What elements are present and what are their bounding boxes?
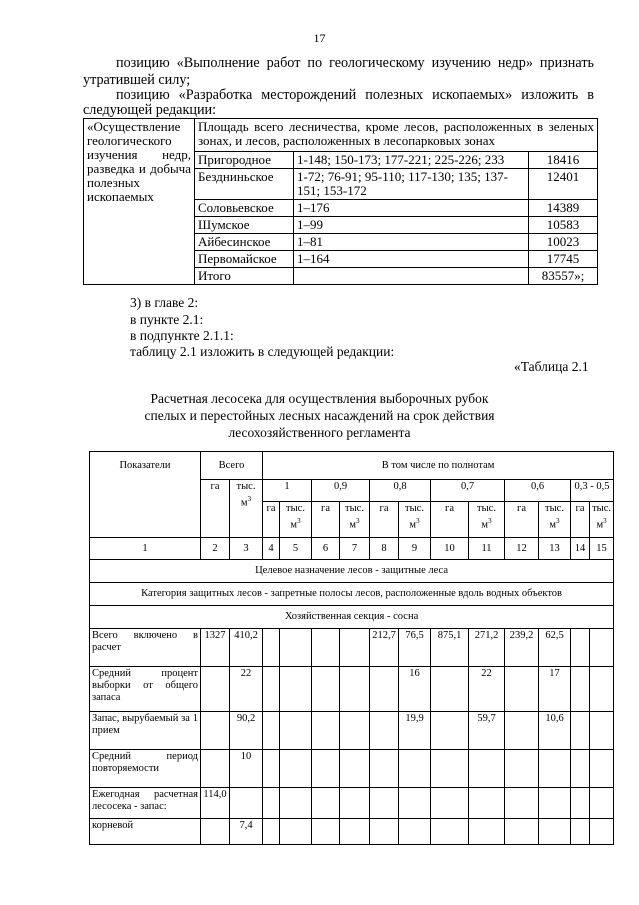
table-row: Айбесинское 1–81 10023 <box>84 234 598 251</box>
header-total: Всего <box>201 452 263 480</box>
table-caption: лесохозяйственного регламента <box>228 425 411 440</box>
table-row: Средний период повторяемости 10 <box>90 750 614 788</box>
table-row: Всего включено в расчет 1327 410,2 212,7 76,5 875,1 271,2 239,2 62,5 <box>90 629 614 667</box>
table-total-row: Итого 83557»; <box>84 268 598 285</box>
table-row: Первомайское 1–164 17745 <box>84 251 598 268</box>
section-row: Целевое назначение лесов - защитные леса <box>90 560 614 583</box>
cutting-table: Показатели Всего В том числе по полнотам га тыс. $м^3$ 1 0,9 0,8 0,7 0,6 0,3 - 0,5 га тыс. $м^3$ га тыс. $м^3$ га тыс. $м^3$ га тыс. $м^3$ га тыс. $м^3$ га тыс. $м^3$ 1 2 3 4 5 6 7 8 9 10 11 12 13 14 15 Целевое назначение лесов - защитные леса Категория защитных лесов - запретные полосы лесов, расположенные вдоль водных объектов Хозяйственная секция - сосна Всего включено в расчет 1327 410,2 212,7 76,5 875,1 271,2 239,2 62,5 Средний процент выборки от общего запаса 22 16 22 17 Запас, вырубаемый за 1 прием 90,2 19,9 59,7 10,6 Средний период повторяемости 10 Ежегодная расчетная лесосека - запас: 114,0 корневой 7,4 <box>89 451 614 845</box>
table-row: корневой 7,4 <box>90 819 614 845</box>
density-header: 0,9 <box>312 480 370 502</box>
list-item: в подпункте 2.1.1: <box>130 328 234 343</box>
table-row: Соловьевское 1–176 14389 <box>84 200 598 217</box>
paragraph-line: следующей редакции: <box>83 102 217 118</box>
paragraph-line: позицию «Выполнение работ по геологическому изучению недр» признать <box>116 55 594 71</box>
list-item: таблицу 2.1 изложить в следующей редакции: <box>130 344 395 359</box>
section-row: Категория защитных лесов - запретные полосы лесов, расположенные вдоль водных объектов <box>90 583 614 606</box>
paragraph-line: утратившей силу; <box>83 72 191 88</box>
table-row: Средний процент выборки от общего запаса 22 16 22 17 <box>90 667 614 712</box>
header-indicators: Показатели <box>90 452 201 538</box>
page-number: 17 <box>313 31 326 45</box>
density-header: 0,7 <box>431 480 505 502</box>
list-item: в пункте 2.1: <box>130 312 204 327</box>
table-row: Ежегодная расчетная лесосека - запас: 114,0 <box>90 788 614 819</box>
density-header: 0,3 - 0,5 <box>571 480 614 502</box>
density-header: 0,8 <box>370 480 431 502</box>
table-header: Площадь всего лесничества, кроме лесов, расположенных в зеленых зонах, и лесов, расположенных в лесопарковых зонах <box>195 119 598 152</box>
paragraph-line: позицию «Разработка месторождений полезных ископаемых» изложить в <box>116 87 594 103</box>
density-header: 0,6 <box>505 480 571 502</box>
list-item: 3) в главе 2: <box>130 295 199 310</box>
table-reference: «Таблица 2.1 <box>514 359 589 374</box>
table-row: Запас, вырубаемый за 1 прием 90,2 19,9 59,7 10,6 <box>90 712 614 750</box>
table-caption: спелых и перестойных лесных насаждений на срок действия <box>144 408 495 423</box>
column-numbers-row: 1 2 3 4 5 6 7 8 9 10 11 12 13 14 15 <box>90 538 614 560</box>
forestry-table <box>83 118 598 285</box>
table-row: Бездниньское 1-72; 76-91; 95-110; 117-130; 135; 137-151; 153-172 12401 <box>84 169 598 200</box>
table-caption: Расчетная лесосека для осуществления выборочных рубок <box>150 391 489 406</box>
table-row: Шумское 1–99 10583 <box>84 217 598 234</box>
activity-cell: «Осуществление геологического изучения недр, разведка и добыча полезных ископаемых <box>84 119 195 285</box>
table-row: Пригородное 1-148; 150-173; 177-221; 225-226; 233 18416 <box>84 152 598 169</box>
header-including: В том числе по полнотам <box>263 452 614 480</box>
section-row: Хозяйственная секция - сосна <box>90 606 614 629</box>
density-header: 1 <box>263 480 312 502</box>
